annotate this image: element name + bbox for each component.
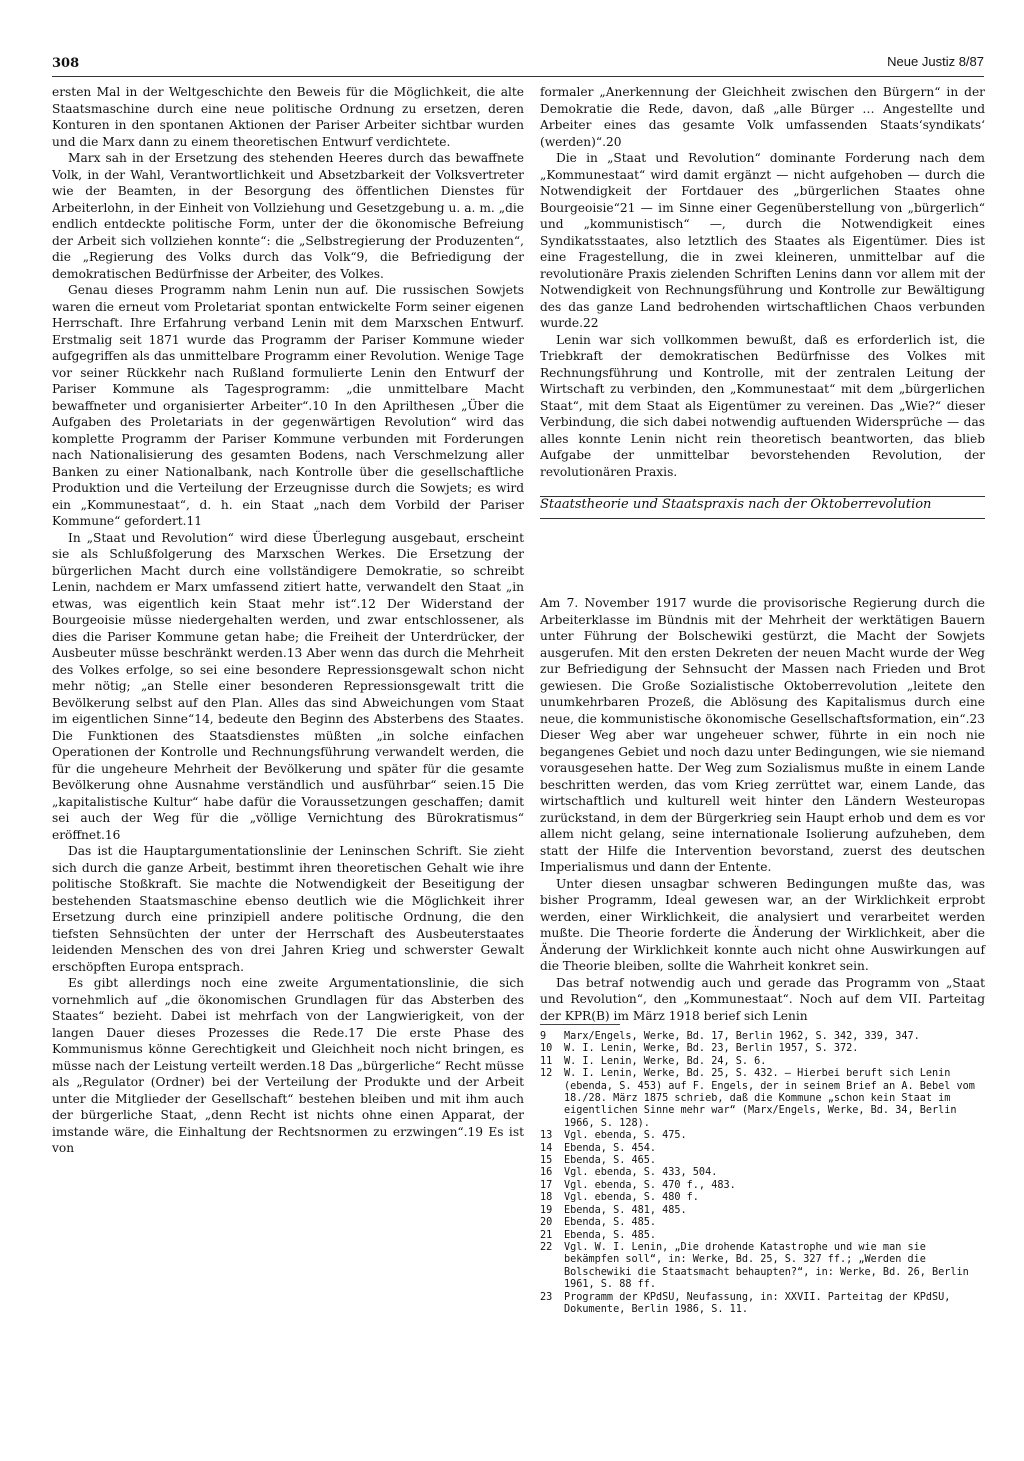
paragraph: Unter diesen unsagbar schweren Bedingungen mußte das, was bisher Programm, Ideal gewesen war, an der Wirklichkeit erprobt werden, einer Wirklichkeit, die analysiert und verarbeitet werden mußte. Die Theorie forderte die Änderung der Wirklichkeit, aber die Änderung der Wirklichkeit konnte auch nicht ohne Auswirkungen auf die Theorie bleiben, sollte die Wahrheit konkret sein. — [540, 876, 985, 973]
journal-title: Neue Justiz 8/87 — [887, 54, 984, 69]
footnote-text: Ebenda, S. 481, 485. — [564, 1204, 687, 1216]
footnote — [540, 1205, 985, 1217]
footnote-number: 11 — [540, 1055, 553, 1067]
footnote — [540, 1242, 985, 1292]
paragraph: Die in „Staat und Revolution“ dominante Forderung nach dem „Kommunestaat“ wird damit ergänzt — nicht aufgehoben — durch die Notwendigkeit der Fortdauer des „bürgerlichen Staates ohne Bourgeoisie“21 — im Sinne einer Gegenüberstellung von „bürgerlich“ und „kommunistisch“ —, durch die Notwendigkeit eines Syndikatsstaates, also letztlich des Staates als Eigentümer. Dies ist eine Fragestellung, die in zwei kleineren, unmittelbar auf die revolutionäre Praxis zielenden Schriften Lenins dann vor allem mit der Notwendigkeit von Rechnungsführung und Kontrolle zur Bewältigung des das ganze Land bedrohenden wirtschaftlichen Chaos verbunden wurde.22 — [540, 151, 985, 330]
footnotes — [540, 1031, 985, 1316]
footnote-number: 14 — [540, 1142, 553, 1154]
footnote — [540, 1155, 985, 1167]
footnote — [540, 1143, 985, 1155]
footnote-number: 17 — [540, 1179, 553, 1191]
paragraph: Das ist die Hauptargumentationslinie der Leninschen Schrift. Sie zieht sich durch die ganze Arbeit, bestimmt ihren theoretischen Gehalt wie ihre politische Stoßkraft. Sie machte die Notwendigkeit der Beseitigung der bestehenden Staatsmaschine ebenso deutlich wie die Möglichkeit ihrer Ersetzung durch eine prinzipiell andere politische Ordnung, die den tiefsten Sehnsüchten der unter der Herrschaft des Ausbeuterstaates leidenden Menschen des von drei Jahren Krieg und schwerster Gewalt erschöpften Europa entsprach. — [52, 844, 524, 974]
paragraph: Marx sah in der Ersetzung des stehenden Heeres durch das bewaffnete Volk, in der Wahl, Verantwortlichkeit und Absetzbarkeit der Volksvertreter wie der Beamten, in der Besorgung des öffentlichen Dienstes für Arbeiterlohn, in der Einheit von Vollziehung und Gesetzgebung u. a. m. „die endlich entdeckte politische Form, unter der die ökonomische Befreiung der Arbeit sich vollziehen konnte“: die „Selbstregierung der Produzenten“, die „Regierung des Volks durch das Volk“9, die Befriedigung der demokratischen Bedürfnisse der Arbeiter, des Volkes. — [52, 151, 524, 281]
footnote — [540, 1230, 985, 1242]
footnote-number: 13 — [540, 1130, 553, 1142]
footnote — [540, 1180, 985, 1192]
footnote-number: 15 — [540, 1155, 553, 1167]
footnote-number: 12 — [540, 1068, 553, 1080]
footnote-rule — [540, 1024, 620, 1025]
footnote-text: W. I. Lenin, Werke, Bd. 23, Berlin 1957, S. 372. — [564, 1043, 859, 1055]
section-rule-bottom — [540, 518, 985, 519]
paragraph: Das betraf notwendig auch und gerade das Programm von „Staat und Revolution“, den „Kommunestaat“. Noch auf dem VII. Parteitag der KPR(B) im März 1918 berief sich Lenin — [540, 975, 985, 1023]
footnote-text: Vgl. ebenda, S. 433, 504. — [564, 1167, 718, 1179]
footnote-text: W. I. Lenin, Werke, Bd. 24, S. 6. — [564, 1055, 767, 1067]
footnote-text: Vgl. ebenda, S. 480 f. — [564, 1192, 699, 1204]
footnote-number: 20 — [540, 1217, 553, 1229]
footnote-text: Vgl. ebenda, S. 470 f., 483. — [564, 1179, 736, 1191]
footnote-text: Marx/Engels, Werke, Bd. 17, Berlin 1962, S. 342, 339, 347. — [564, 1031, 920, 1042]
footnote-text: Ebenda, S. 465. — [564, 1155, 657, 1167]
left-column — [52, 84, 524, 1157]
footnote-text: W. I. Lenin, Werke, Bd. 25, S. 432. — Hierbei beruft sich Lenin (ebenda, S. 453) auf F. Engels, der in seinem Brief an A. Bebel vom 18./28. März 1875 schrieb, daß die Kommune „schon kein Staat im eigentlichen Sinne mehr war“ (Marx/Engels, Werke, Bd. 34, Berlin 1966, S. 128). — [564, 1068, 975, 1129]
paragraph: Es gibt allerdings noch eine zweite Argumentationslinie, die sich vornehmlich auf „die ökonomischen Grundlagen für das Absterben des Staates“ bezieht. Dabei ist mehrfach von der Langwierigkeit, von der langen Dauer dieses Prozesses die Rede.17 Die erste Phase des Kommunismus könne Gerechtigkeit und Gleichheit noch nicht bringen, es müsse nach der Leistung verteilt werden.18 Das „bürgerliche“ Recht müsse als „Regulator (Ordner) bei der Verteilung der Produkte und der Arbeit unter die Mitglieder der Gesellschaft“ bestehen bleiben und mit ihm auch der bürgerliche Staat, „denn Recht ist nichts ohne einen Apparat, der imstande wäre, die Einhaltung der Rechtsnormen zu erzwingen“.19 Es ist von — [52, 976, 524, 1155]
footnote-number: 16 — [540, 1167, 553, 1179]
right-column-bottom — [540, 595, 985, 1024]
footnote — [540, 1130, 985, 1142]
section-heading: Staatstheorie und Staatspraxis nach der Oktoberrevolution — [540, 497, 932, 512]
footnote-number: 22 — [540, 1241, 553, 1253]
footnote — [540, 1056, 985, 1068]
footnote-text: Programm der KPdSU, Neufassung, in: XXVII. Parteitag der KPdSU, Dokumente, Berlin 1986, S. 11. — [564, 1291, 951, 1315]
paragraph: formaler „Anerkennung der Gleichheit zwischen den Bürgern“ in der Demokratie die Rede, davon, daß „alle Bürger … Angestellte und Arbeiter eines das gesamte Volk umfassenden Staats‘syndikats‘ (werden)“.20 — [540, 85, 985, 149]
footnote — [540, 1043, 985, 1055]
footnote — [540, 1192, 985, 1204]
page-number: 308 — [52, 56, 80, 71]
paragraph: Genau dieses Programm nahm Lenin nun auf. Die russischen Sowjets waren die erneut vom Proletariat spontan entwickelte Form seiner eigenen Herrschaft. Ihre Erfahrung verband Lenin mit dem Marxschen Entwurf. Erstmalig seit 1871 wurde das Programm der Pariser Kommune wieder aufgegriffen als das unmittelbare Programm einer Revolution. Wenige Tage vor seiner Rückkehr nach Rußland formulierte Lenin den Entwurf der Pariser Kommune als Tagesprogramm: „die unmittelbare Macht bewaffneter und organisierter Arbeiter“.10 In den Aprilthesen „Über die Aufgaben des Proletariats in der gegenwärtigen Revolution“ wird das komplette Programm der Pariser Kommune verbunden mit Forderungen nach Nationalisierung des gesamten Bodens, nach Verschmelzung aller Banken zu einer Nationalbank, nach Kontrolle über die gesellschaftliche Produktion und die Verteilung der Erzeugnisse durch die Sowjets; es wird ein „Kommunestaat“, d. h. ein Staat „nach dem Vorbild der Pariser Kommune“ gefordert.11 — [52, 283, 524, 528]
footnote-number: 21 — [540, 1229, 553, 1241]
paragraph: In „Staat und Revolution“ wird diese Überlegung ausgebaut, erscheint sie als Schlußfolgerung des Marxschen Werkes. Die Ersetzung der bürgerlichen Macht durch eine vollständigere Demokratie, so schreibt Lenin, nachdem er Marx umfassend zitiert hatte, verwandelt den Staat „in etwas, was eigentlich kein Staat mehr ist“.12 Der Widerstand der Bourgeoisie müsse niedergehalten werden, und zwar entschlossener, als dies die Pariser Kommune getan habe; die Freiheit der Unterdrücker, der Ausbeuter müsse beschränkt werden.13 Aber wenn das durch die Mehrheit des Volkes erfolge, so sei eine besondere Repressionsgewalt schon nicht mehr nötig; „an Stelle einer besonderen Repressionsgewalt tritt die Bevölkerung selbst auf den Plan. Alles das sind Abweichungen vom Staat im eigentlichen Sinne“14, bedeute den Beginn des Absterbens des Staates. Die Funktionen des Staatsdienstes müßten „in solche einfachen Operationen der Kontrolle und Rechnungsführung verwandelt werden, die für die ungeheure Mehrheit der Bevölkerung und später für die gesamte Bevölkerung ohne Ausnahme verständlich und ausführbar“ seien.15 Die „kapitalistische Kultur“ habe dafür die Voraussetzungen geschaffen; damit sei auch der Weg für die „völlige Vernichtung des Bürokratismus“ eröffnet.16 — [52, 530, 524, 842]
footnote-number: 19 — [540, 1204, 553, 1216]
footnote-text: Vgl. ebenda, S. 475. — [564, 1130, 687, 1142]
footnote — [540, 1031, 985, 1043]
footnote-number: 9 — [540, 1031, 547, 1042]
paragraph: ersten Mal in der Weltgeschichte den Beweis für die Möglichkeit, die alte Staatsmaschine durch eine neue politische Ordnung zu ersetzen, deren Konturen in den spontanen Aktionen der Pariser Arbeiter sichtbar wurden und die Marx dann zu einem theoretischen Entwurf verdichtete. — [52, 85, 524, 149]
footnote — [540, 1167, 985, 1179]
footnote-text: Vgl. W. I. Lenin, „Die drohende Katastrophe und wie man sie bekämpfen soll“, in: Werke, Bd. 25, S. 327 ff.; „Werden die Bolschewiki die Staatsmacht behaupten?“, in: Werke, Bd. 26, Berlin 1961, S. 88 ff. — [564, 1241, 969, 1291]
footnote — [540, 1068, 985, 1130]
header-rule — [52, 76, 984, 77]
footnote-text: Ebenda, S. 485. — [564, 1217, 657, 1229]
paragraph: Lenin war sich vollkommen bewußt, daß es erforderlich ist, die Triebkraft der demokratischen Bedürfnisse des Volkes mit Rechnungsführung und Kontrolle, mit der zentralen Leitung der Wirtschaft zu verbinden, den „Kommunestaat“ mit dem „bürgerlichen Staat“, mit dem Staat als Eigentümer zu vereinen. Das „Wie?“ dieser Verbindung, die sich dabei notwendig auftuenden Widersprüche — das alles konnte Lenin nicht rein theoretisch beantworten, das blieb Aufgabe der unmittelbar bevorstehenden Revolution, der revolutionären Praxis. — [540, 332, 985, 479]
paragraph: Am 7. November 1917 wurde die provisorische Regierung durch die Arbeiterklasse im Bündnis mit der Mehrheit der werktätigen Bauern unter Führung der Bolschewiki gestürzt, die Macht der Sowjets ausgerufen. Mit den ersten Dekreten der neuen Macht wurde der Weg zur Befriedigung der Sehnsucht der Massen nach Frieden und Brot gewiesen. Die Große Sozialistische Oktoberrevolution „leitete den unumkehrbaren Prozeß, die Ablösung des Kapitalismus durch eine neue, die kommunistische ökonomische Gesellschaftsformation, ein“.23 Dieser Weg aber war ungeheuer schwer, führte in ein noch nie begangenes Gebiet und noch dazu unter Bedingungen, wie sie niemand vorausgesehen hatte. Der Weg zum Sozialismus mußte in einem Lande beschritten werden, das vom Krieg zerrüttet war, einem Lande, das wirtschaftlich und kulturell weit hinter den Ländern Westeuropas zurückstand, in dem der Bürgerkrieg sein Haupt erhob und dem es vor allem nicht gelang, seine internationale Isolierung aufzuheben, dem statt der Hilfe die Intervention bevorstand, zuerst des deutschen Imperialismus und dann der Entente. — [540, 596, 985, 874]
right-column-top — [540, 84, 985, 529]
footnote-number: 10 — [540, 1043, 553, 1055]
footnote-text: Ebenda, S. 485. — [564, 1229, 657, 1241]
footnote-number: 23 — [540, 1291, 553, 1303]
footnote-number: 18 — [540, 1192, 553, 1204]
footnote — [540, 1217, 985, 1229]
footnote — [540, 1292, 985, 1317]
footnote-text: Ebenda, S. 454. — [564, 1142, 657, 1154]
